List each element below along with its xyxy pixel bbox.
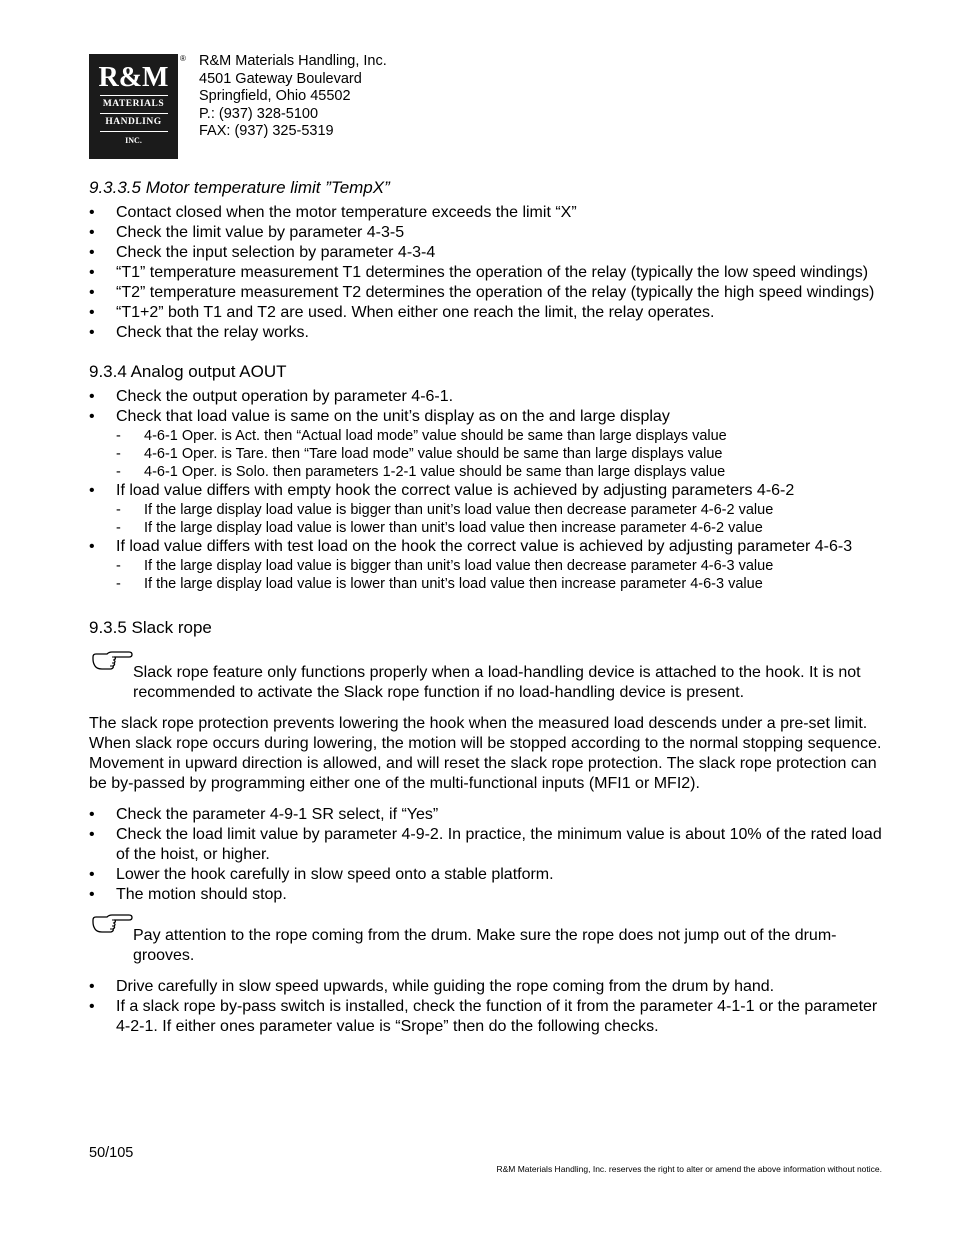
list-item: • Check that the relay works. xyxy=(89,323,889,343)
address-line: Springfield, Ohio 45502 xyxy=(199,88,351,104)
footer-disclaimer: R&M Materials Handling, Inc. reserves the right to alter or amend the above information without notice. xyxy=(496,1164,882,1174)
list-item: • Check the output operation by parameter 4-6-1. xyxy=(89,387,889,407)
address-line: R&M Materials Handling, Inc. xyxy=(199,53,387,69)
tempx-bullet-list xyxy=(89,203,889,343)
heading-tempx: 9.3.3.5 Motor temperature limit ”TempX” xyxy=(89,178,390,197)
heading-aout: 9.3.4 Analog output AOUT xyxy=(89,362,287,381)
heading-slack-rope: 9.3.5 Slack rope xyxy=(89,618,212,637)
list-item: • “T1+2” both T1 and T2 are used. When either one reach the limit, the relay operates. xyxy=(89,303,889,323)
company-logo xyxy=(89,54,178,159)
list-item-text: If load value differs with empty hook the correct value is achieved by adjusting parameters 4-6-2 xyxy=(116,482,795,499)
list-item: • Check the limit value by parameter 4-3-5 xyxy=(89,223,889,243)
sub-list-item: - 4-6-1 Oper. is Solo. then parameters 1-2-1 value should be same than large displays value xyxy=(116,463,889,481)
sub-list xyxy=(116,427,889,481)
document-body xyxy=(89,177,889,1037)
list-item: • Check the input selection by parameter 4-3-4 xyxy=(89,243,889,263)
logo-rm: R&M xyxy=(98,62,169,93)
list-item: • Check the parameter 4-9-1 SR select, if “Yes” xyxy=(89,805,889,825)
sub-list-item: - If the large display load value is lower than unit’s load value then increase parameter 4-6-2 value xyxy=(116,519,889,537)
note-text: Slack rope feature only functions properly when a load-handling device is attached to the hook. It is not recommended to activate the Slack rope function if no load-handling device is present. xyxy=(133,664,861,701)
list-item: • Lower the hook carefully in slow speed onto a stable platform. xyxy=(89,865,889,885)
logo-divider xyxy=(100,95,168,96)
sub-list-item: - If the large display load value is lower than unit’s load value then increase parameter 4-6-3 value xyxy=(116,575,889,593)
logo-materials: MATERIALS xyxy=(102,99,165,109)
slack-bullet-list xyxy=(89,805,889,905)
logo-inc: INC. xyxy=(125,136,142,145)
sub-list-item: - 4-6-1 Oper. is Act. then “Actual load mode” value should be same than large displays value xyxy=(116,427,889,445)
aout-bullet-list xyxy=(89,387,889,593)
note-text: Pay attention to the rope coming from the drum. Make sure the rope does not jump out of the drum-grooves. xyxy=(133,927,837,964)
address-line: P.: (937) 328-5100 xyxy=(199,105,319,122)
sub-list-item: - If the large display load value is bigger than unit’s load value then decrease parameter 4-6-2 value xyxy=(116,501,889,519)
logo-divider xyxy=(100,131,168,132)
sub-list xyxy=(116,557,889,593)
list-item: • If a slack rope by-pass switch is installed, check the function of it from the parameter 4-1-1 or the parameter 4-2-1. If either ones parameter value is “Srope” then do the following checks. xyxy=(89,997,889,1037)
note-slack-feature xyxy=(89,663,889,703)
address-line: 4501 Gateway Boulevard xyxy=(199,70,362,87)
list-item: • Contact closed when the motor temperature exceeds the limit “X” xyxy=(89,203,889,223)
list-item xyxy=(89,407,889,481)
list-item: • Drive carefully in slow speed upwards, while guiding the rope coming from the drum by hand. xyxy=(89,977,889,997)
slack-rope-paragraph: The slack rope protection prevents lowering the hook when the measured load descends under a pre-set limit. When slack rope occurs during lowering, the motion will be stopped according to the normal stopping sequence. Movement in upward direction is allowed, and will reset the slack rope protection. The slack rope protection can be by-passed by programming either one of the multi-functional inputs (MFI1 or MFI2). xyxy=(89,715,882,792)
sub-list xyxy=(116,501,889,537)
list-item-text: If load value differs with test load on the hook the correct value is achieved by adjusting parameter 4-6-3 xyxy=(116,538,853,555)
pointing-hand-icon xyxy=(91,651,133,673)
list-item-text: Check that load value is same on the unit’s display as on the and large display xyxy=(116,408,670,425)
list-item xyxy=(89,481,889,537)
list-item: • The motion should stop. xyxy=(89,885,889,905)
slack-bullet-list-2 xyxy=(89,977,889,1037)
logo-divider xyxy=(100,113,168,114)
list-item: • “T1” temperature measurement T1 determines the operation of the relay (typically the low speed windings) xyxy=(89,263,889,283)
company-address xyxy=(199,53,387,141)
note-drum-grooves xyxy=(89,926,889,966)
address-line: FAX: (937) 325-5319 xyxy=(199,123,334,139)
pointing-hand-icon xyxy=(91,914,133,936)
sub-list-item: - If the large display load value is bigger than unit’s load value then decrease parameter 4-6-3 value xyxy=(116,557,889,575)
list-item xyxy=(89,537,889,593)
list-item: • Check the load limit value by parameter 4-9-2. In practice, the minimum value is about 10% of the rated load of the hoist, or higher. xyxy=(89,825,889,865)
page-number: 50/105 xyxy=(89,1145,134,1161)
sub-list-item: - 4-6-1 Oper. is Tare. then “Tare load mode” value should be same than large displays value xyxy=(116,445,889,463)
registered-mark: ® xyxy=(180,54,186,63)
list-item: • “T2” temperature measurement T2 determines the operation of the relay (typically the high speed windings) xyxy=(89,283,889,303)
logo-handling: HANDLING xyxy=(105,117,162,127)
